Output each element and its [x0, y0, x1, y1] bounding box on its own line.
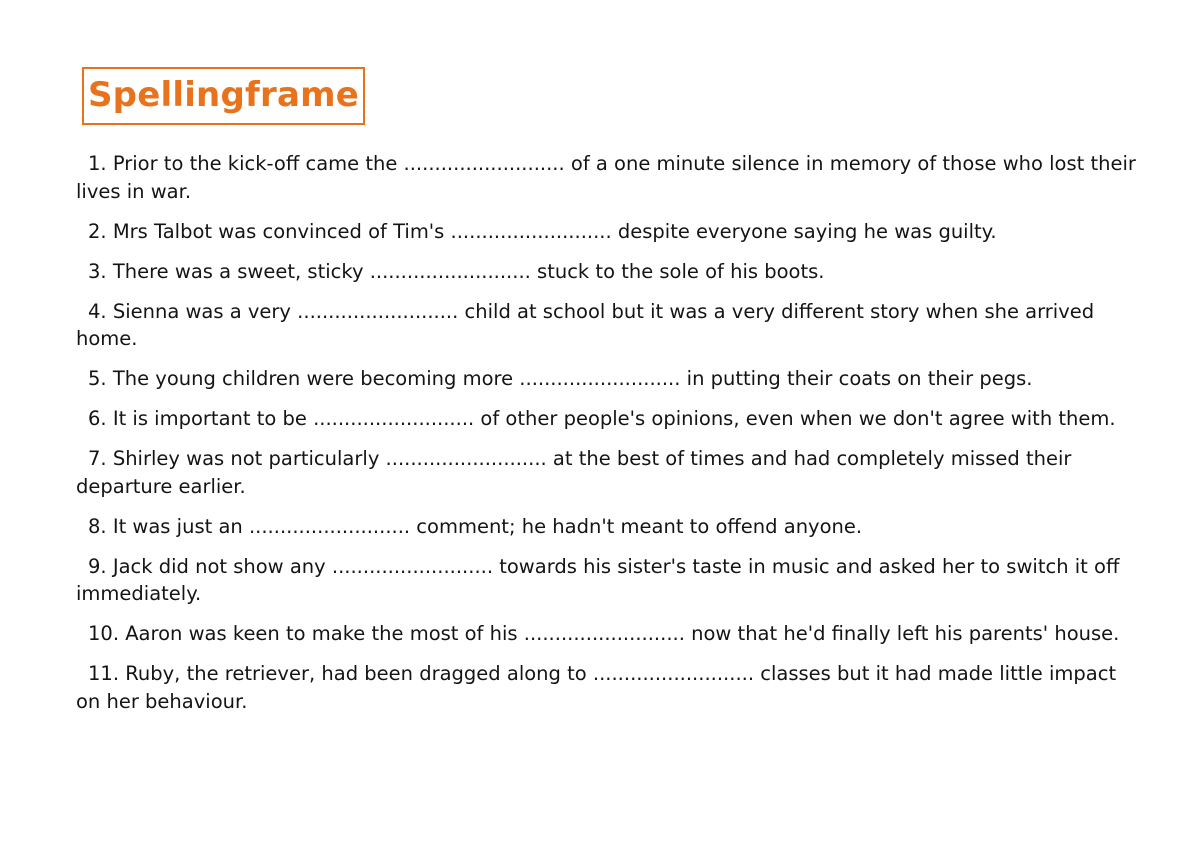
question-number: 11.	[88, 662, 120, 685]
question-2	[76, 218, 1136, 246]
question-number: 6.	[88, 407, 107, 430]
question-text: Aaron was keen to make the most of his .......................... now that he'd finally left his parents' house.	[125, 622, 1120, 645]
question-number: 7.	[88, 447, 107, 470]
question-text: Mrs Talbot was convinced of Tim's .......................... despite everyone saying he was guilty.	[112, 219, 997, 243]
question-text: Jack did not show any .......................... towards his sister's taste in music and asked her to switch it off immediately.	[76, 554, 1120, 605]
question-text: There was a sweet, sticky .......................... stuck to the sole of his boots.	[112, 259, 825, 283]
question-text: It is important to be .......................... of other people's opinions, even when we don't agree with them.	[112, 407, 1116, 430]
question-text: The young children were becoming more .......................... in putting their coats on their pegs.	[112, 367, 1033, 390]
question-6	[76, 405, 1136, 433]
question-5	[76, 365, 1136, 393]
question-7	[76, 445, 1136, 500]
question-11	[76, 660, 1136, 715]
question-text: Prior to the kick-off came the .......................... of a one minute silence in memory of those who lost their lives in war.	[76, 152, 1136, 203]
question-number: 1.	[88, 152, 107, 175]
question-number: 10.	[88, 622, 120, 645]
question-1	[76, 150, 1136, 205]
question-3	[76, 258, 1136, 286]
question-number: 5.	[88, 367, 107, 390]
question-number: 8.	[88, 514, 107, 538]
question-number: 3.	[88, 259, 107, 283]
question-number: 2.	[88, 219, 107, 243]
question-number: 4.	[88, 299, 107, 323]
question-4	[76, 298, 1136, 353]
question-9	[76, 553, 1136, 608]
question-list	[76, 150, 1136, 728]
question-text: Ruby, the retriever, had been dragged along to .......................... classes but it had made little impact on her behaviour.	[76, 662, 1117, 713]
question-10	[76, 620, 1136, 648]
question-text: It was just an .......................... comment; he hadn't meant to offend anyone.	[112, 514, 863, 538]
question-text: Shirley was not particularly .......................... at the best of times and had completely missed their departure earlier.	[76, 447, 1072, 498]
question-8	[76, 513, 1136, 541]
logo-text: Spellingframe	[88, 75, 359, 115]
spellingframe-logo	[82, 67, 365, 125]
question-number: 9.	[88, 554, 107, 578]
question-text: Sienna was a very .......................... child at school but it was a very different story when she arrived home.	[76, 299, 1095, 350]
